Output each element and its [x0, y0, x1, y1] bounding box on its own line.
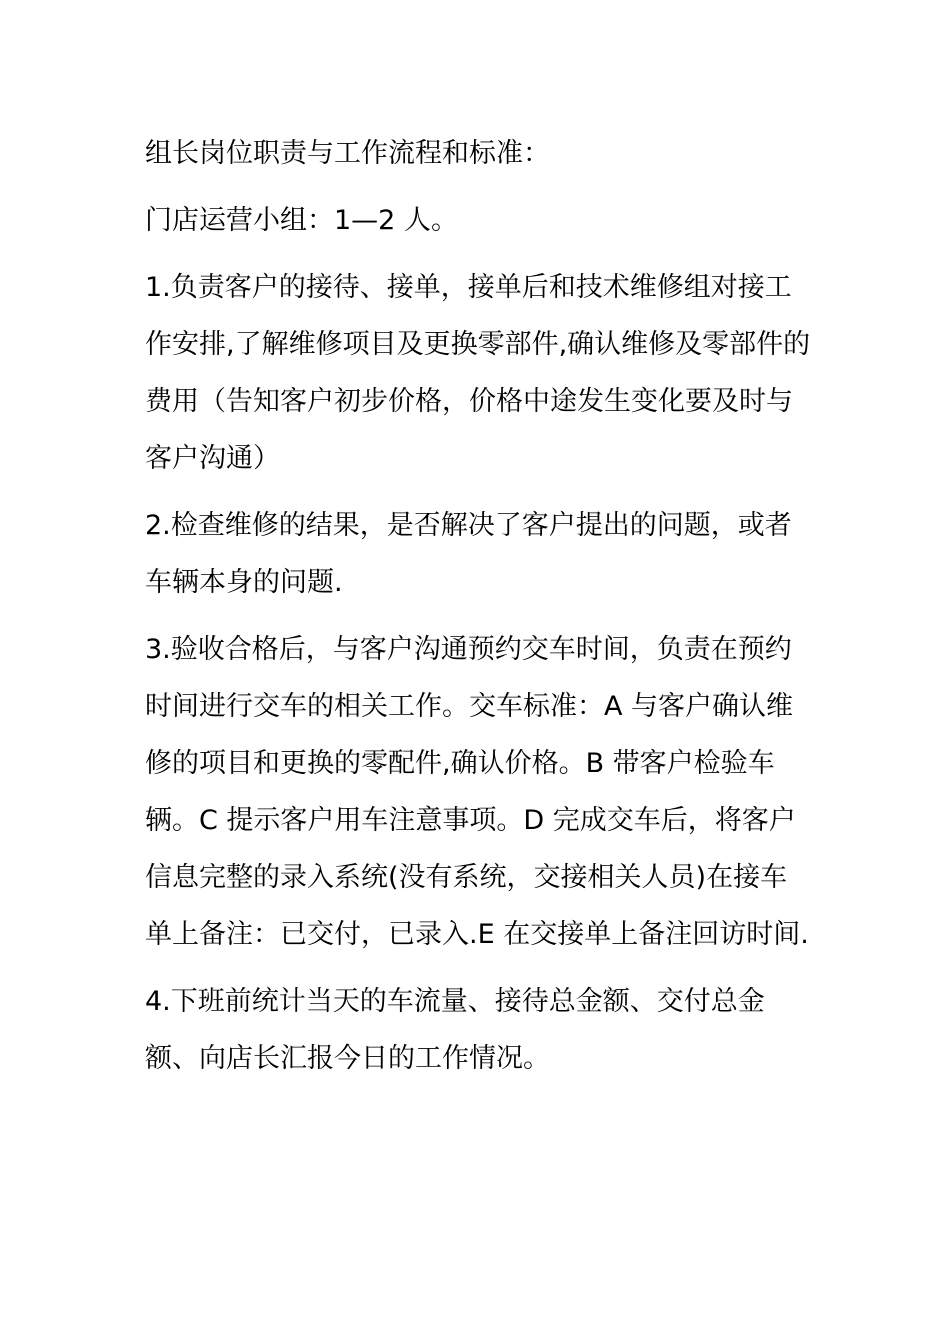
document-page — [145, 125, 813, 1097]
team-size-line: 门店运营小组：1—2 人。 — [145, 205, 458, 236]
document-title: 组长岗位职责与工作流程和标准： — [145, 138, 550, 169]
duty-item-4: 4.下班前统计当天的车流量、接待总金额、交付总金额、向店长汇报今日的工作情况。 — [145, 986, 765, 1074]
duty-item-2: 2.检查维修的结果，是否解决了客户提出的问题，或者车辆本身的问题. — [145, 510, 792, 598]
duty-item-3: 3.验收合格后，与客户沟通预约交车时间，负责在预约时间进行交车的相关工作。交车标准：A 与客户确认维修的项目和更换的零配件,确认价格。B 带客户检验车辆。C 提示客户用车注意事项。D 完成交车后，将客户信息完整的录入系统(没有系统，交接相关人员)在接车单上备注：已交付，已录入.E 在交接单上备注回访时间. — [145, 634, 809, 950]
duty-item-1: 1.负责客户的接待、接单，接单后和技术维修组对接工作安排,了解维修项目及更换零部件,确认维修及零部件的费用（告知客户初步价格，价格中途发生变化要及时与客户沟通） — [145, 272, 811, 474]
